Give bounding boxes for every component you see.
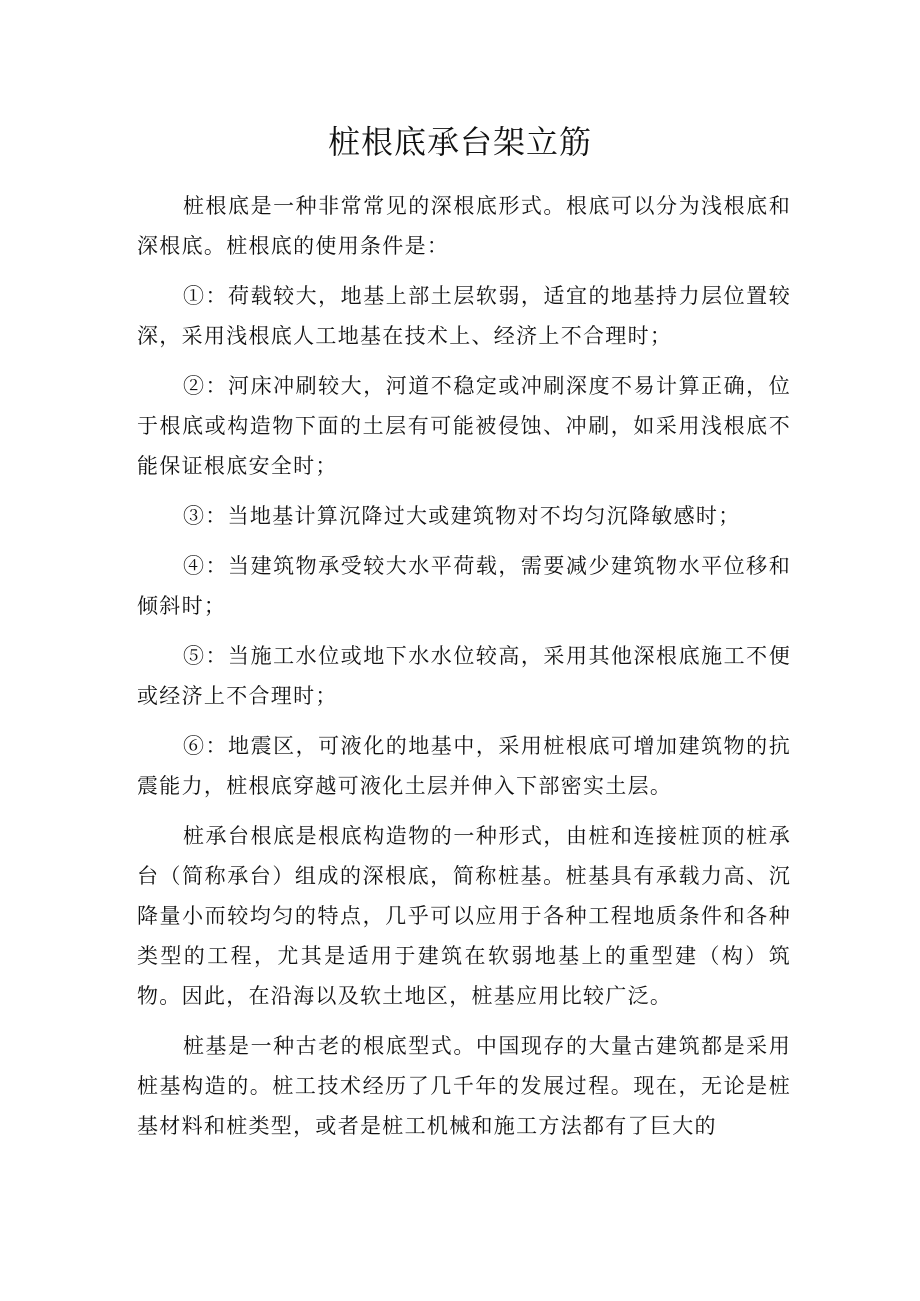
paragraph-intro: 桩根底是一种非常常见的深根底形式。根底可以分为浅根底和深根底。桩根底的使用条件是： — [137, 194, 791, 258]
paragraph-condition-6: ⑥：地震区，可液化的地基中，采用桩根底可增加建筑物的抗震能力，桩根底穿越可液化土层并伸入下部密实土层。 — [137, 734, 791, 798]
paragraph-pile-history: 桩基是一种古老的根底型式。中国现存的大量古建筑都是采用桩基构造的。桩工技术经历了几千年的发展过程。现在，无论是桩基材料和桩类型，或者是桩工机械和施工方法都有了巨大的 — [137, 1034, 791, 1138]
paragraph-condition-5: ⑤：当施工水位或地下水水位较高，采用其他深根底施工不便或经济上不合理时； — [137, 644, 791, 708]
document-title: 桩根底承台架立筋 — [327, 123, 592, 161]
paragraph-pile-cap-foundation: 桩承台根底是根底构造物的一种形式，由桩和连接桩顶的桩承台（简称承台）组成的深根底，简称桩基。桩基具有承载力高、沉降量小而较均匀的特点，几乎可以应用于各种工程地质条件和各种类型的工程，尤其是适用于建筑在软弱地基上的重型建（构）筑物。因此，在沿海以及软土地区，桩基应用比较广泛。 — [137, 824, 791, 1008]
document-body — [137, 186, 791, 1156]
paragraph-condition-3: ③：当地基计算沉降过大或建筑物对不均匀沉降敏感时； — [183, 504, 741, 528]
paragraph-condition-4: ④：当建筑物承受较大水平荷载，需要减少建筑物水平位移和倾斜时； — [137, 554, 791, 618]
paragraph-condition-1: ①：荷载较大，地基上部土层软弱，适宜的地基持力层位置较深，采用浅根底人工地基在技术上、经济上不合理时； — [137, 284, 791, 348]
paragraph-condition-2: ②：河床冲刷较大，河道不稳定或冲刷深度不易计算正确，位于根底或构造物下面的土层有可能被侵蚀、冲刷，如采用浅根底不能保证根底安全时； — [137, 374, 791, 478]
